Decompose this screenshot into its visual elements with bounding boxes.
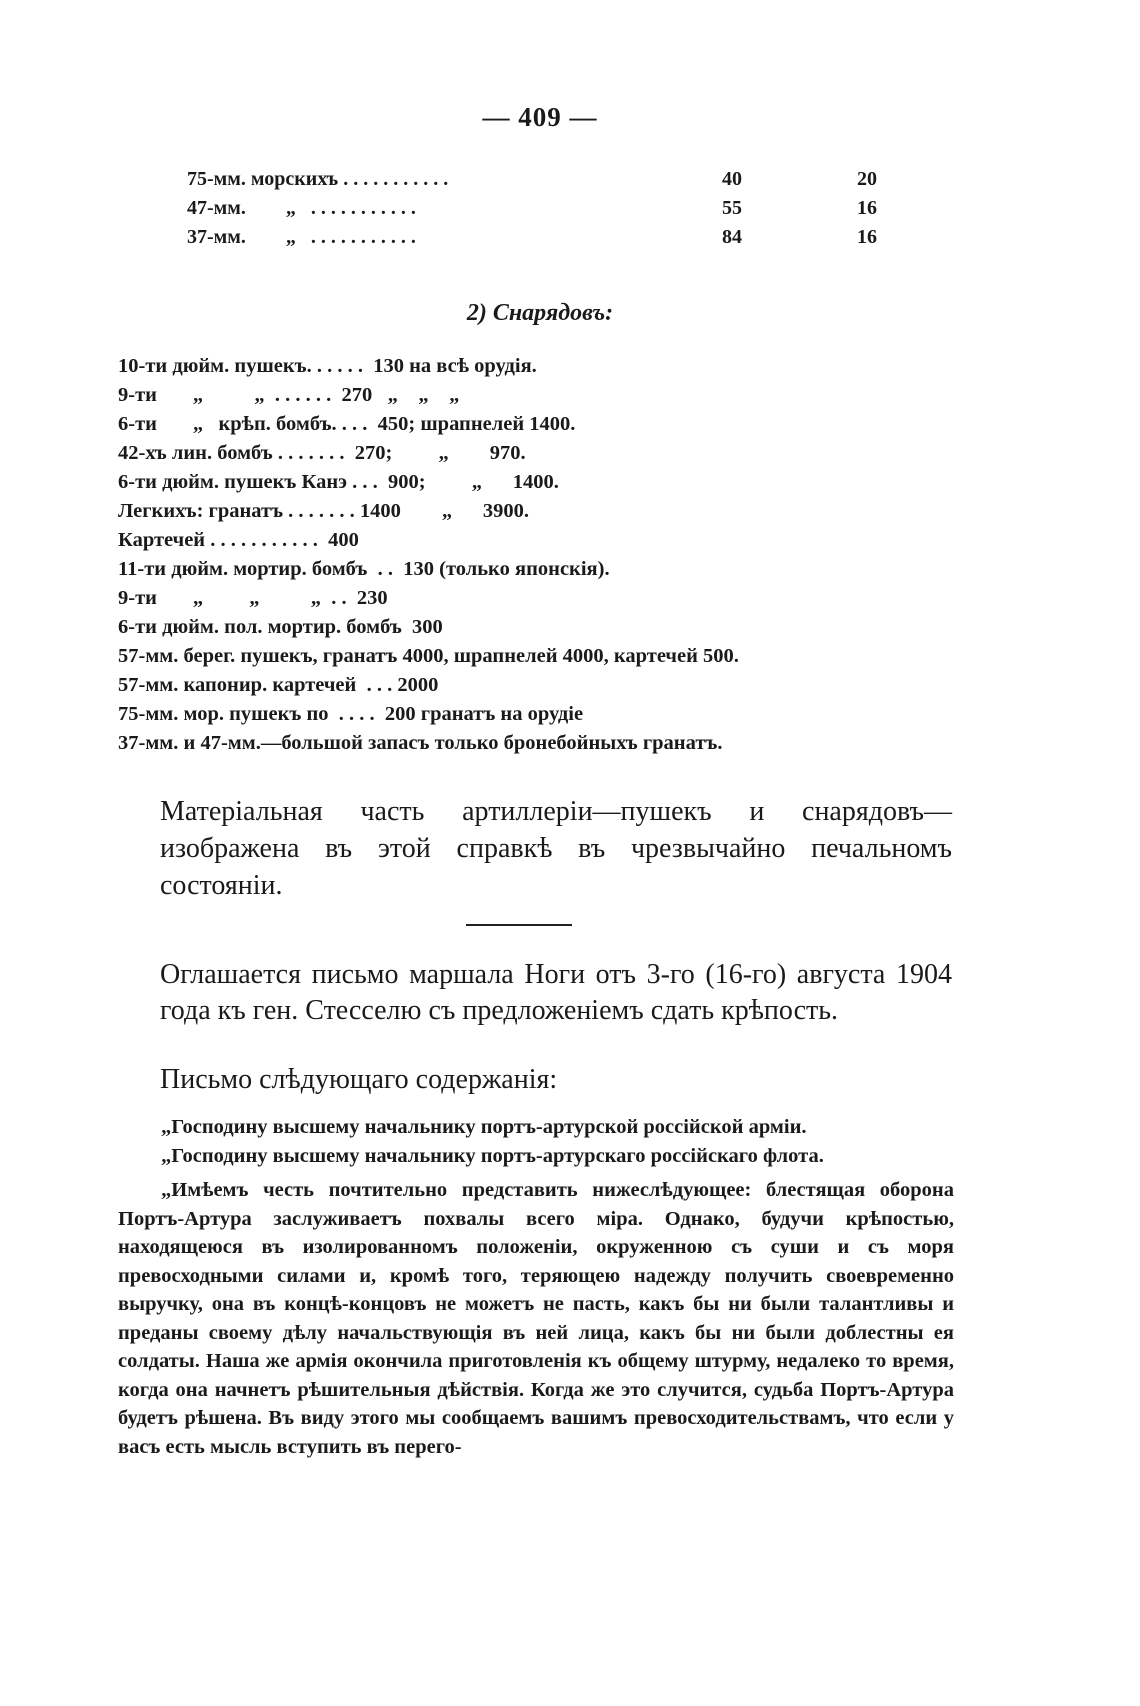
guns-table [187, 168, 887, 255]
letter-address-army: „Господину высшему начальнику портъ-артурской россійской арміи. [161, 1116, 807, 1138]
gun-name: 75-мм. морскихъ . . . . . . . . . . . [187, 168, 449, 190]
table-row: 9-ти „ „ „ . . 230 [118, 587, 388, 609]
table-row: 57-мм. капонир. картечей . . . 2000 [118, 674, 439, 696]
gun-count: 55 [722, 197, 742, 219]
letter-body: „Имѣемъ честь почтительно представить нижеслѣдующее: блестящая оборона Портъ-Артура заслуживаетъ похвалы всего міра. Однако, будучи крѣпостью, находящеюся въ изолированномъ положеніи, окруженною съ суши и съ моря превосходными силами и, кромѣ того, теряющею надежду получить своевременно выручку, она въ концѣ-концовъ не можетъ не пасть, какъ бы ни были талантливы и преданы своему дѣлу начальствующія въ ней лица, какъ бы ни были доблестны ея солдаты. Наша же армія окончила приготовленія къ общему штурму, недалеко то время, когда она начнетъ рѣшительныя дѣйствія. Когда же это случится, судьба Портъ-Артура будетъ рѣшена. Въ виду этого мы сообщаемъ вашимъ превосходительствамъ, что если у васъ есть мысль вступить въ перего- [118, 1179, 954, 1458]
gun-count-2: 20 [857, 168, 877, 190]
table-row [187, 226, 887, 255]
table-row: 6-ти дюйм. пушекъ Канэ . . . 900; „ 1400. [118, 471, 559, 493]
gun-name: 47-мм. „ . . . . . . . . . . . [187, 197, 416, 219]
shells-table [118, 352, 1018, 758]
shells-heading: 2) Снарядовъ: [466, 300, 614, 326]
gun-count: 40 [722, 168, 742, 190]
table-row: Картечей . . . . . . . . . . . 400 [118, 529, 359, 551]
table-row: 75-мм. мор. пушекъ по . . . . 200 гранатъ на орудіе [118, 703, 584, 725]
page-number: — 409 — [482, 102, 598, 132]
narrative-paragraph: Оглашается письмо маршала Ноги отъ 3-го (16-го) августа 1904 года къ ген. Стесселю съ предложеніемъ сдать крѣпость. [160, 959, 952, 1026]
letter-text [118, 1113, 954, 1461]
table-row: 10-ти дюйм. пушекъ. . . . . . 130 на всѣ орудія. [118, 355, 537, 377]
narrative-intro: Письмо слѣдующаго содержанія: [160, 1064, 558, 1095]
table-row: 37-мм. и 47-мм.—большой запасъ только бронебойныхъ гранатъ. [118, 732, 723, 754]
gun-count-2: 16 [857, 226, 877, 248]
table-row [187, 197, 887, 226]
table-row: 11-ти дюйм. мортир. бомбъ . . 130 (только японскія). [118, 558, 610, 580]
section-divider [466, 924, 572, 926]
table-row: Легкихъ: гранатъ . . . . . . . 1400 „ 3900. [118, 500, 530, 522]
table-row: 6-ти „ крѣп. бомбъ. . . . 450; шрапнелей 1400. [118, 413, 576, 435]
letter-address-fleet: „Господину высшему начальнику портъ-артурскаго россійскаго флота. [161, 1144, 824, 1167]
table-row: 9-ти „ „ . . . . . . 270 „ „ „ [118, 384, 460, 406]
gun-count: 84 [722, 226, 742, 248]
table-row: 57-мм. берег. пушекъ, гранатъ 4000, шрапнелей 4000, картечей 500. [118, 645, 739, 667]
gun-count-2: 16 [857, 197, 877, 219]
commentary-paragraph: Матеріальная часть артиллеріи—пушекъ и снарядовъ— изображена въ этой справкѣ въ чрезвычайно печальномъ состояніи. [160, 796, 952, 901]
table-row: 42-хъ лин. бомбъ . . . . . . . 270; „ 970. [118, 442, 526, 464]
gun-name: 37-мм. „ . . . . . . . . . . . [187, 226, 416, 248]
table-row: 6-ти дюйм. пол. мортир. бомбъ 300 [118, 616, 443, 638]
table-row [187, 168, 887, 197]
